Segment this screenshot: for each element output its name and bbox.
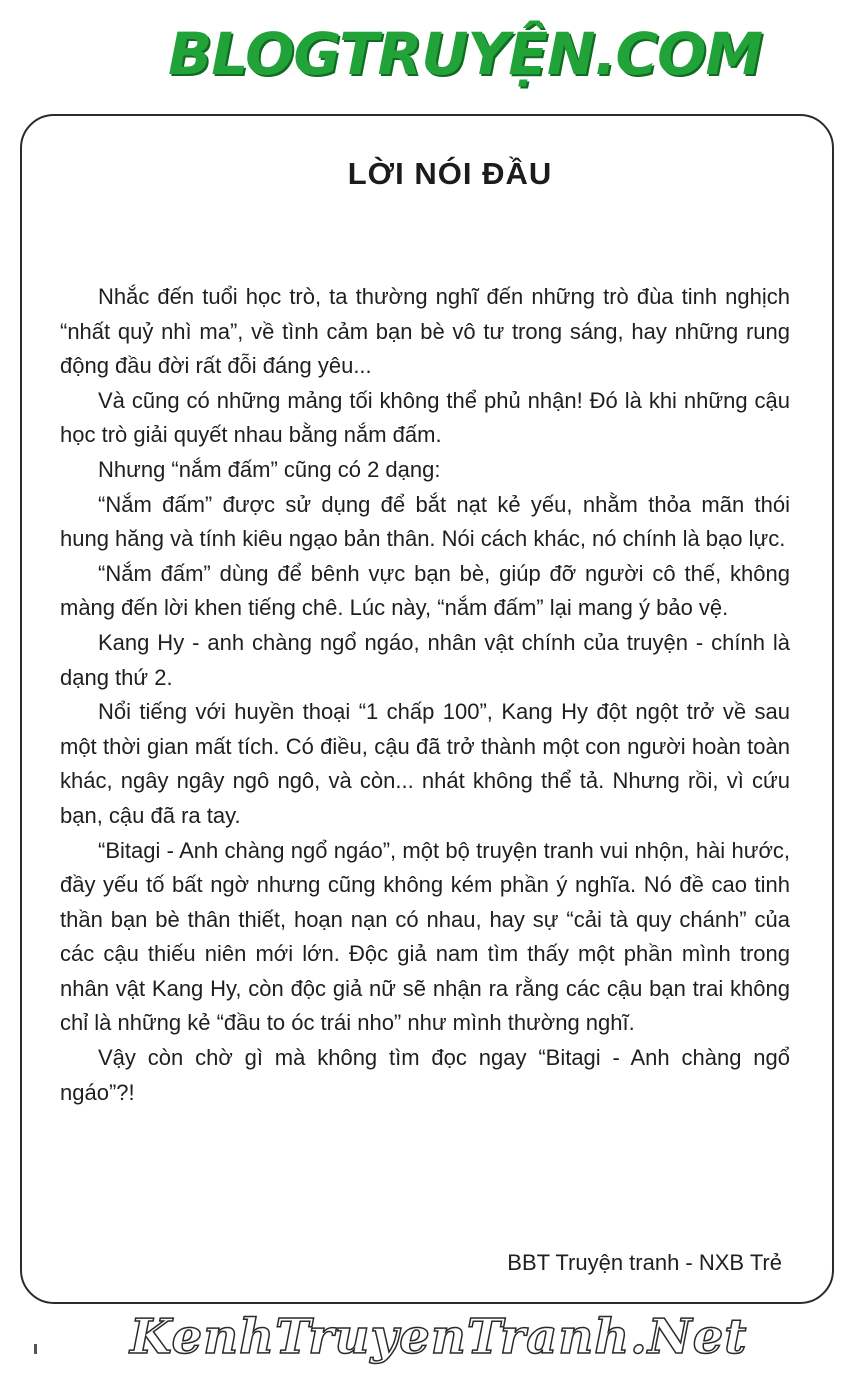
paragraph: “Bitagi - Anh chàng ngổ ngáo”, một bộ truyện tranh vui nhộn, hài hước, đầy yếu tố bất ngờ nhưng cũng không kém phần ý nghĩa. Nó đề cao tinh thần bạn bè thân thiết, hoạn nạn có nhau, hay sự “cải tà quy chánh” của các cậu thiếu niên mới lớn. Độc giả nam tìm thấy một phần mình trong nhân vật Kang Hy, còn độc giả nữ sẽ nhận ra rằng các cậu bạn trai không chỉ là những kẻ “đầu to óc trái nho” như mình thường nghĩ. (60, 837, 790, 1036)
paragraph: Kang Hy - anh chàng ngổ ngáo, nhân vật chính của truyện - chính là dạng thứ 2. (60, 629, 790, 690)
paragraph: Vậy còn chờ gì mà không tìm đọc ngay “Bitagi - Anh chàng ngổ ngáo”?! (60, 1045, 790, 1105)
paragraph: Nhắc đến tuổi học trò, ta thường nghĩ đến những trò đùa tinh nghịch “nhất quỷ nhì ma”, về tình cảm bạn bè vô tư trong sáng, hay những rung động đầu đời rất đỗi đáng yêu... (60, 284, 790, 379)
paragraph: “Nắm đấm” dùng để bênh vực bạn bè, giúp đỡ người cô thế, không màng đến lời khen tiếng chê. Lúc này, “nắm đấm” lại mang ý bảo vệ. (60, 560, 790, 621)
signature: BBT Truyện tranh - NXB Trẻ (507, 1250, 782, 1275)
paragraph: Và cũng có những mảng tối không thể phủ nhận! Đó là khi những cậu học trò giải quyết nhau bằng nắm đấm. (60, 387, 790, 448)
paragraph: Nổi tiếng với huyền thoại “1 chấp 100”, Kang Hy đột ngột trở về sau một thời gian mất tích. Có điều, cậu đã trở thành một con người hoàn toàn khác, ngây ngây ngô ngô, và còn... nhát không thể tả. Nhưng rồi, vì cứu bạn, cậu đã ra tay. (60, 699, 790, 828)
page-edge-mark (34, 1344, 37, 1354)
watermark-logo: KenhTruyenTranh.Net (130, 1309, 748, 1365)
preface-body (60, 280, 790, 1110)
paragraph: Nhưng “nắm đấm” cũng có 2 dạng: (98, 456, 441, 482)
page-title: LỜI NÓI ĐẦU (347, 156, 553, 191)
site-logo: BLOGTRUYỆN.COM (168, 20, 763, 88)
paragraph: “Nắm đấm” được sử dụng để bắt nạt kẻ yếu, nhằm thỏa mãn thói hung hăng và tính kiêu ngạo bản thân. Nói cách khác, nó chính là bạo lực. (60, 491, 790, 552)
